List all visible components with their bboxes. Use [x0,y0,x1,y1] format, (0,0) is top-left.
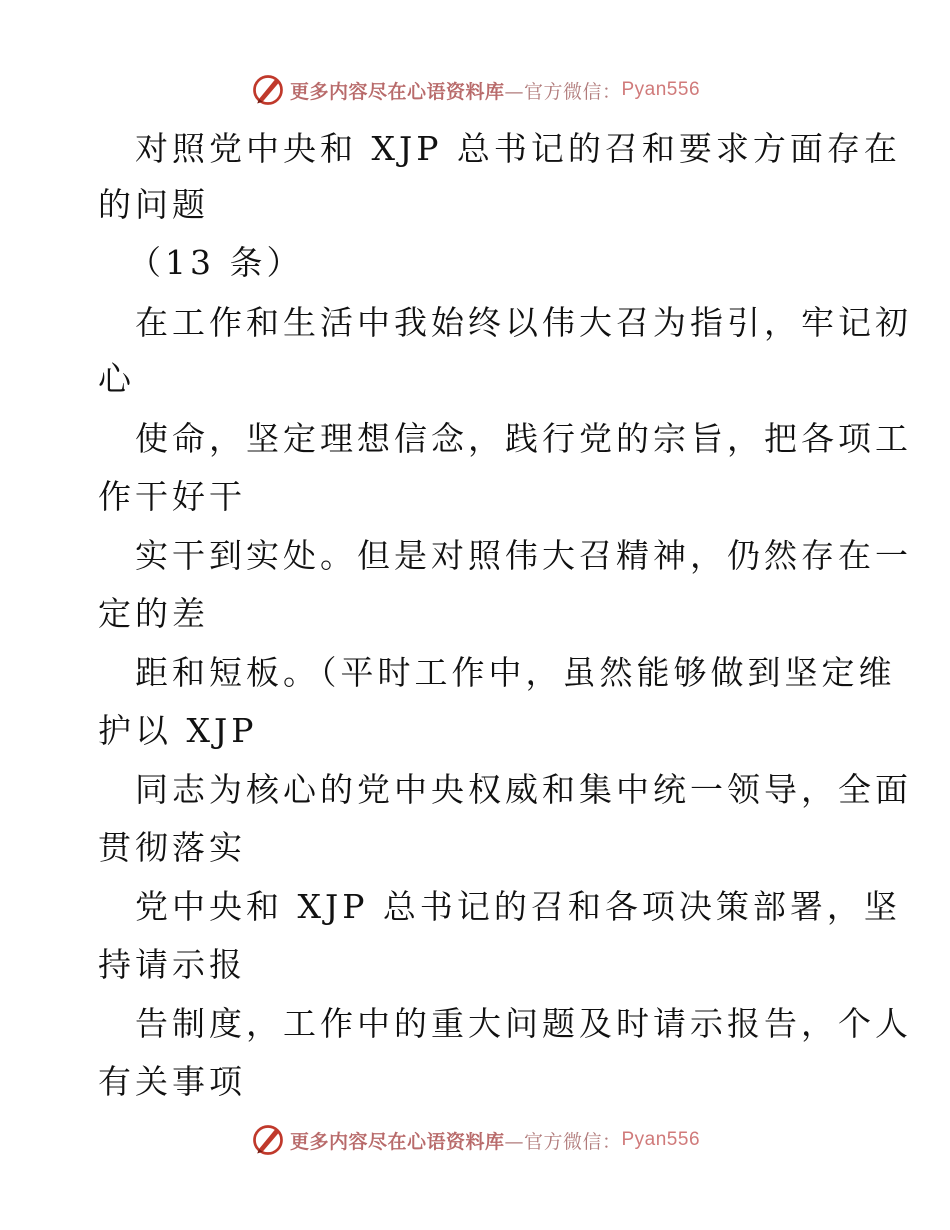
watermark-main-text: 更多内容尽在心语资料库 [289,1130,505,1153]
watermark-main-text: 更多内容尽在心语资料库 [289,80,505,103]
body-line: 实干到实处。但是对照伟大召精神，仍然存在一 [135,536,912,575]
body-line: 在工作和生活中我始终以伟大召为指引，牢记初 [135,303,912,342]
body-line: 同志为核心的党中央权威和集中统一领导，全面 [135,770,912,809]
body-line: 使命，坚定理想信念，践行党的宗旨，把各项工 [135,419,912,458]
watermark-wechat-id: Pyan556 [621,79,701,100]
watermark-wechat-id: Pyan556 [621,1129,701,1150]
body-line: 对照党中央和 XJP 总书记的召和要求方面存在 [135,129,901,168]
body-line: 的问题 [98,185,209,224]
body-line: 心 [98,359,135,398]
body-line: （13 条） [128,243,304,282]
body-line: 有关事项 [98,1062,246,1101]
watermark-sub-text: —官方微信： [504,1130,622,1153]
footer-watermark [0,1120,950,1160]
pen-logo-icon [250,1122,286,1158]
body-line: 定的差 [98,594,209,633]
body-line: 党中央和 XJP 总书记的召和各项决策部署，坚 [135,887,901,926]
body-line: 告制度，工作中的重大问题及时请示报告，个人 [135,1004,912,1043]
body-line: 持请示报 [98,945,246,984]
body-line: 作干好干 [98,477,246,516]
body-line: 贯彻落实 [98,828,246,867]
body-line: 护以 XJP [98,711,258,750]
body-line: 距和短板。（平时工作中，虽然能够做到坚定维 [135,653,896,692]
watermark-sub-text: —官方微信： [504,80,622,103]
